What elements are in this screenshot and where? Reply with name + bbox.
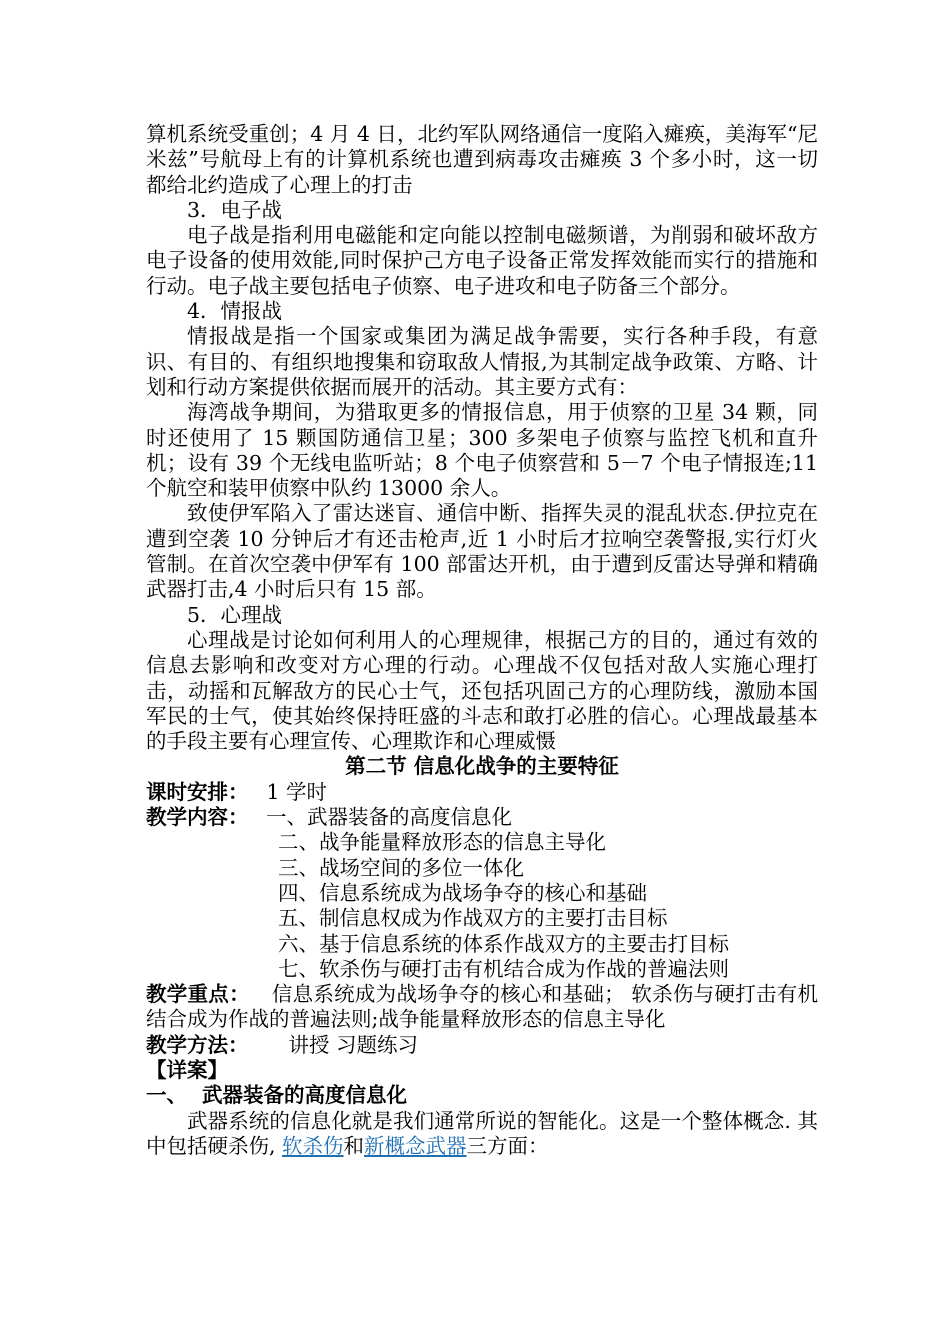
teaching-content-label: 教学内容： (146, 805, 249, 830)
teaching-focus-row (146, 982, 818, 1033)
paragraph-nato-cyber: 算机系统受重创；4 月 4 日，北约军队网络通信一度陷入瘫痪，美海军“尼米兹”号航母上有的计算机系统也遭到病毒攻击瘫痪 3 个多小时，这一切都给北约造成了心理上的打击 (146, 122, 818, 197)
weapon-text-end: 三方面： (466, 1133, 549, 1158)
lesson-hours-value: 1 学时 (266, 779, 328, 804)
weapon-text-start: 武器系统的信息化就是我们通常所说的智能化。这是一个整体概念. 其中包括硬杀伤, (146, 1108, 818, 1158)
paragraph-intelligence-definition: 情报战是指一个国家或集团为满足战争需要，实行各种手段，有意识、有目的、有组织地搜集和窃取敌人情报,为其制定战争政策、方略、计划和行动方案提供依据而展开的活动。其主要方式有： (146, 324, 818, 399)
list-item: 一、武器装备的高度信息化 (266, 805, 512, 830)
teaching-method-value: 讲授 习题练习 (288, 1032, 419, 1057)
list-item: 五、制信息权成为作战双方的主要打击目标 (278, 906, 668, 931)
teaching-focus-value: 信息系统成为战场争夺的核心和基础； 软杀伤与硬打击有机结合成为作战的普遍法则;战争能量释放形态的信息主导化 (146, 982, 819, 1032)
document-page (146, 122, 818, 1159)
lesson-hours-row (146, 780, 818, 805)
heading-electronic-warfare: 3．电子战 (187, 197, 283, 222)
lesson-hours-label: 课时安排： (146, 779, 249, 804)
section-title: 第二节 信息化战争的主要特征 (345, 754, 619, 779)
paragraph-electronic-warfare: 电子战是指利用电磁能和定向能以控制电磁频谱，为削弱和破坏敌方电子设备的使用效能,同时保护己方电子设备正常发挥效能而实行的措施和行动。电子战主要包括电子侦察、电子进攻和电子防备三个部分。 (146, 223, 818, 298)
list-item: 七、软杀伤与硬打击有机结合成为作战的普遍法则 (278, 956, 729, 981)
teaching-method-row (146, 1033, 818, 1058)
teaching-content-row (146, 805, 818, 830)
subsection-number: 一、 (146, 1083, 187, 1108)
list-item: 三、战场空间的多位一体化 (278, 855, 524, 880)
list-item: 四、信息系统成为战场争夺的核心和基础 (278, 880, 647, 905)
list-item: 二、战争能量释放形态的信息主导化 (278, 830, 606, 855)
subsection-heading-1 (146, 1083, 818, 1108)
heading-intelligence-warfare: 4．情报战 (187, 299, 283, 324)
weapon-text-and: 和 (343, 1133, 365, 1158)
soft-kill-link[interactable]: 软杀伤 (282, 1133, 344, 1158)
paragraph-weapon-informatization (146, 1109, 818, 1160)
new-concept-weapon-link[interactable]: 新概念武器 (364, 1133, 467, 1158)
list-item: 六、基于信息系统的体系作战双方的主要击打目标 (278, 931, 729, 956)
subsection-title: 武器装备的高度信息化 (202, 1083, 407, 1108)
teaching-focus-label: 教学重点： (146, 982, 250, 1007)
teaching-content-list (146, 805, 818, 982)
teaching-method-label: 教学方法： (146, 1032, 249, 1057)
paragraph-gulf-war-intel: 海湾战争期间，为猎取更多的情报信息，用于侦察的卫星 34 颗，同时还使用了 15 颗国防通信卫星；300 多架电子侦察与监控飞机和直升机；设有 39 个无线电监听站；8 个电子侦察营和 5－7 个电子情报连;11 个航空和装甲侦察中队约 13000 余人。 (146, 400, 818, 501)
detail-heading: 【详案】 (146, 1057, 228, 1082)
paragraph-psychological-warfare: 心理战是讨论如何利用人的心理规律，根据己方的目的，通过有效的信息去影响和改变对方心理的行动。心理战不仅包括对敌人实施心理打击，动摇和瓦解敌方的民心士气，还包括巩固己方的心理防线，激励本国军民的士气，使其始终保持旺盛的斗志和敢打必胜的信心。心理战最基本的手段主要有心理宣传、心理欺诈和心理威慑 (146, 627, 818, 754)
paragraph-iraq-effects: 致使伊军陷入了雷达迷盲、通信中断、指挥失灵的混乱状态.伊拉克在遭到空袭 10 分钟后才有还击枪声,近 1 小时后才拉响空袭警报,实行灯火管制。在首次空袭中伊军有 100 部雷达开机，由于遭到反雷达导弹和精确武器打击,4 小时后只有 15 部。 (146, 501, 818, 602)
heading-psychological-warfare: 5．心理战 (187, 602, 283, 627)
